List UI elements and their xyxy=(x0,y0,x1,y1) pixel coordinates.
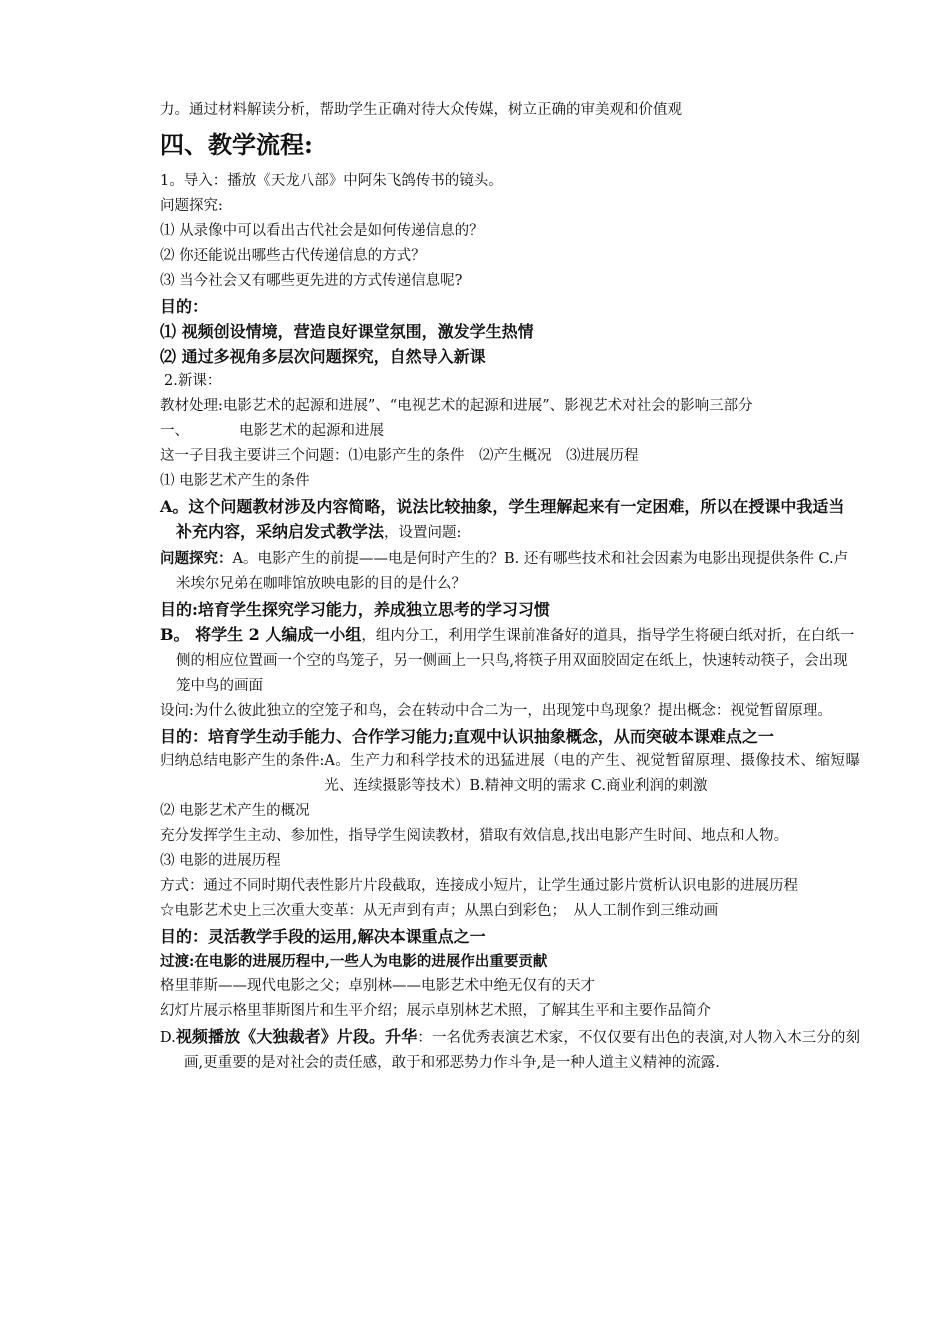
paragraph-lead-in: 1。导入：播放《天龙八部》中阿朱飞鸽传书的镜头。 xyxy=(160,173,503,189)
question-item-1: ⑴ 从录像中可以看出古代社会是如何传递信息的？ xyxy=(160,223,484,239)
purpose-inquiry: 目的:培育学生探究学习能力，养成独立思考的学习习惯 xyxy=(160,600,550,619)
summary-label: 归纳总结电影产生的条件: xyxy=(160,753,325,769)
paragraph-reading-guide: 充分发挥学生主动、参加性，指导学生阅读教材，猎取有效信息,找出电影产生时间、地点和人物。 xyxy=(160,828,789,844)
purpose-teaching-means: 目的：灵活教学手段的运用,解决本课重点之一 xyxy=(160,927,486,946)
paragraph-three-questions: 这一子目我主要讲三个问题：⑴电影产生的条件 ⑵产生概况 ⑶进展历程 xyxy=(160,448,639,464)
subheading-text: 电影艺术的起源和进展 xyxy=(239,423,384,439)
paragraph-three-changes: ☆电影艺术史上三次重大变革：从无声到有声；从黑白到彩色； 从人工制作到三维动画 xyxy=(160,903,719,919)
paragraph-set-question: 设问:为什么彼此独立的空笼子和鸟，会在转动中合二为一，出现笼中鸟现象？提出概念：视觉暂留原理。 xyxy=(160,703,832,719)
paragraph-a-bold: A。这个问题教材涉及内容简略，说法比较抽象，学生理解起来有一定困难，所以在授课中我适当补充内容，采纳启发式教学法 xyxy=(160,497,845,541)
question-inquiry-text: A。电影产生的前提——电是何时产生的？B. 还有哪些技术和社会因素为电影出现提供条件 C.卢米埃尔兄弟在咖啡馆放映电影的目的是什么？ xyxy=(176,551,849,592)
question-inquiry-label: 问题探究： xyxy=(160,550,233,567)
paragraph-summary-conditions xyxy=(160,749,860,799)
paragraph-d-video xyxy=(160,1024,860,1076)
paragraph-d-prefix: D. xyxy=(160,1030,176,1046)
purpose-label: 目的： xyxy=(160,297,209,316)
paragraph-b-activity xyxy=(160,622,860,699)
document-body xyxy=(160,98,860,1076)
paragraph-key-figures: 格里菲斯——现代电影之父；卓别林——电影艺术中绝无仅有的天才 xyxy=(160,978,595,994)
paragraph-slides: 幻灯片展示格里菲斯图片和生平介绍；展示卓别林艺术照，了解其生平和主要作品简介 xyxy=(160,1003,711,1019)
subheading-number: 一、 xyxy=(160,423,189,439)
paragraph-d-bold: 视频播放《大独裁者》片段。升华 xyxy=(175,1027,418,1046)
purpose-item-2: ⑵ 通过多视角多层次问题探究，自然导入新课 xyxy=(160,347,486,366)
paragraph-intro-tail: 力。通过材料解读分析，帮助学生正确对待大众传媒，树立正确的审美观和价值观 xyxy=(160,102,682,118)
purpose-handson: 目的：培育学生动手能力、合作学习能力;直观中认识抽象概念，从而突破本课难点之一 xyxy=(160,727,774,746)
purpose-item-1: ⑴ 视频创设情境，营造良好课堂氛围，激发学生热情 xyxy=(160,322,534,341)
paragraph-d-text: ：一名优秀表演艺术家，不仅仅要有出色的表演,对人物入木三分的刻画,更重要的是对社会的责任感，敢于和邪恶势力作斗争,是一种人道主义精神的流露. xyxy=(184,1030,860,1071)
section-heading-teaching-flow: 四、教学流程: xyxy=(160,130,313,159)
question-item-3: ⑶ 当今社会又有哪些更先进的方式传递信息呢? xyxy=(160,273,463,289)
paragraph-method-clips: 方式：通过不同时期代表性影片片段截取，连接成小短片，让学生通过影片赏析认识电影的进展历程 xyxy=(160,878,798,894)
item-film-conditions: ⑴ 电影艺术产生的条件 xyxy=(160,473,310,489)
item-film-overview: ⑵ 电影艺术产生的概况 xyxy=(160,803,310,819)
question-item-2: ⑵ 你还能说出哪些古代传递信息的方式？ xyxy=(160,248,426,264)
paragraph-a-method xyxy=(160,494,860,546)
paragraph-transition: 过渡:在电影的进展历程中,一些人为电影的进展作出重要贡献 xyxy=(160,953,548,970)
paragraph-question-label: 问题探究: xyxy=(160,198,223,214)
paragraph-question-inquiry xyxy=(160,546,860,597)
paragraph-material-handling: 教材处理:电影艺术的起源和进展”、“电视艺术的起源和进展”、影视艺术对社会的影响三部分 xyxy=(160,398,753,414)
summary-text: A。生产力和科学技术的迅猛进展（电的产生、视觉暂留原理、摄像技术、缩短曝光、连续摄影等技术）B.精神文明的需求 C.商业利润的刺激 xyxy=(324,753,860,794)
paragraph-b-bold: B。 将学生 2 人编成一小组 xyxy=(160,625,362,644)
item-film-history: ⑶ 电影的进展历程 xyxy=(160,853,281,869)
paragraph-a-normal: ，设置问题: xyxy=(384,525,462,541)
subheading-film-origin xyxy=(160,419,860,444)
paragraph-new-lesson: 2.新课： xyxy=(164,373,222,389)
paragraph-b-text: ，组内分工，利用学生课前准备好的道具，指导学生将硬白纸对折，在白纸一侧的相应位置画一个空的鸟笼子，另一侧画上一只鸟,将筷子用双面胶固定在纸上，快速转动筷子，会出现笼中鸟的画面 xyxy=(176,628,855,694)
